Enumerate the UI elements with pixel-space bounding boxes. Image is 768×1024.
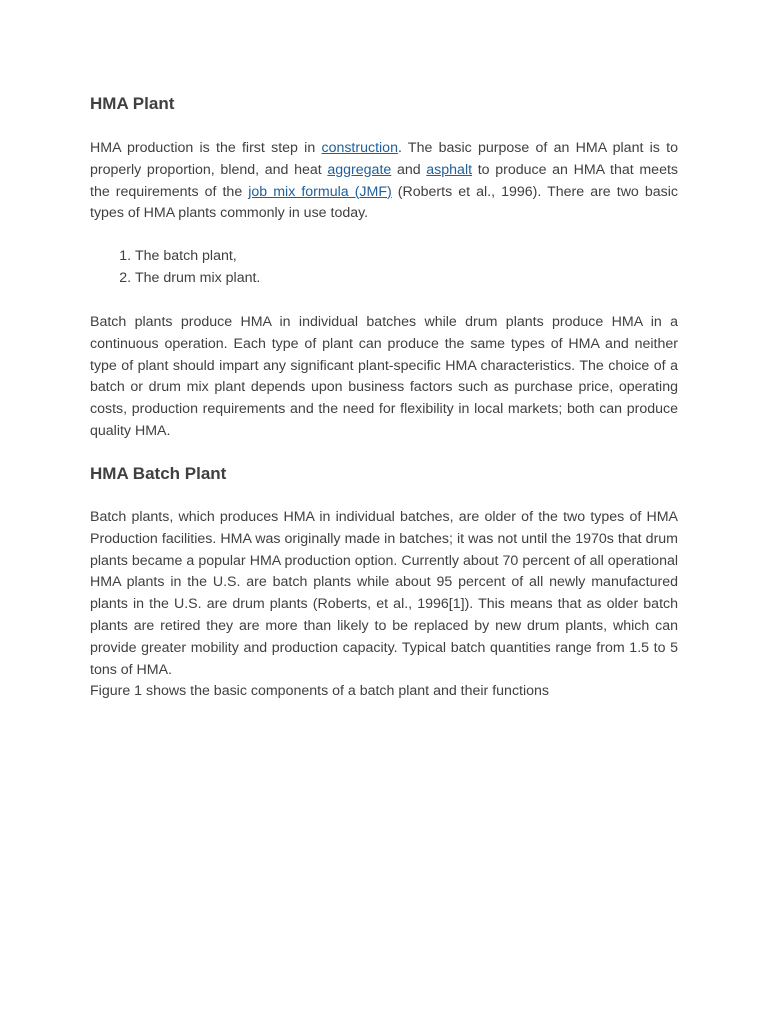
paragraph-batch-vs-drum: Batch plants produce HMA in individual batches while drum plants produce HMA in a continuous operation. Each type of plant can produce the same types of HMA and neither type of plant should impart any significant plant-specific HMA characteristics. The choice of a batch or drum mix plant depends upon business factors such as purchase price, operating costs, production requirements and the need for flexibility in local markets; both can produce quality HMA. [90, 314, 678, 439]
paragraph-batch-plants: Batch plants, which produces HMA in individual batches, are older of the two types of HMA Production facilities. HMA was originally made in batches; it was not until the 1970s that drum plants became a popular HMA production option. Currently about 70 percent of all operational HMA plants in the U.S. are batch plants while about 95 percent of all newly manufactured plants in the U.S. are drum plants (Roberts, et al., 1996[1]). This means that as older batch plants are retired they are more than likely to be replaced by new drum plants, which can provide greater mobility and production capacity. Typical batch quantities range from 1.5 to 5 tons of HMA. [90, 509, 678, 678]
list-item: 2. The drum mix plant. [135, 268, 260, 290]
paragraph-text: to produce an HMA that meets the requirements of the [90, 161, 678, 200]
paragraph-text: HMA production is the first step in [90, 140, 322, 156]
link-job-mix-formula[interactable]: job mix formula (JMF) [248, 183, 392, 200]
link-asphalt[interactable]: asphalt [426, 161, 473, 178]
paragraph-text: (Roberts et al., 1996). There are two basic types of HMA plants commonly in use today. [90, 183, 678, 222]
paragraph-text: and [391, 161, 427, 178]
heading-hma-batch-plant: HMA Batch Plant [90, 464, 227, 483]
heading-hma-plant: HMA Plant [90, 94, 175, 113]
list-item: 1. The batch plant, [135, 246, 260, 268]
paragraph-intro [90, 138, 678, 225]
link-aggregate[interactable]: aggregate [327, 161, 392, 178]
paragraph-figure-reference: Figure 1 shows the basic components of a batch plant and their functions [90, 683, 550, 699]
link-construction[interactable]: construction [321, 140, 398, 156]
paragraph-text: . The basic purpose of an HMA plant is to properly proportion, blend, and heat [90, 140, 678, 178]
plant-types-list [90, 246, 260, 290]
